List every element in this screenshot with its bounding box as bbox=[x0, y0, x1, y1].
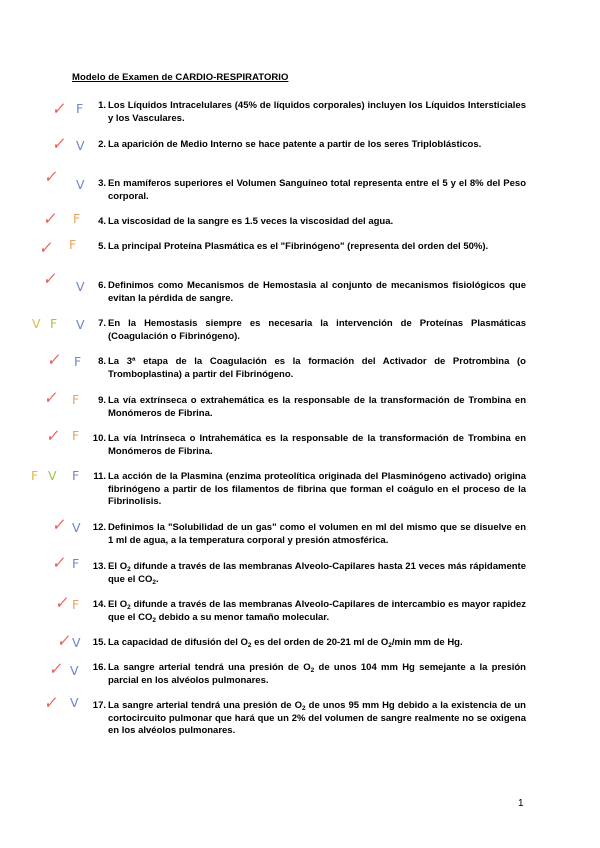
check-mark-icon: ✓ bbox=[50, 514, 68, 536]
check-mark-icon: ✓ bbox=[45, 349, 63, 371]
question-text: La vía Intrínseca o Intrahemática es la responsable de la transformación de Trombina en Monómeros de Fibrina. bbox=[108, 433, 526, 457]
answer-mark: V bbox=[72, 520, 81, 535]
question-number: 11. bbox=[93, 471, 106, 482]
question-number: 17. bbox=[92, 700, 106, 711]
answer-mark: F bbox=[72, 556, 80, 571]
answer-mark: V bbox=[72, 635, 81, 650]
page-title: Modelo de Examen de CARDIO-RESPIRATORIO bbox=[72, 72, 289, 83]
check-mark-icon: ✓ bbox=[44, 425, 62, 447]
answer-mark: V bbox=[32, 316, 41, 331]
answer-mark: V bbox=[76, 317, 85, 332]
question-number: 2. bbox=[98, 139, 106, 150]
check-mark-icon: ✓ bbox=[47, 658, 65, 680]
check-mark-icon: ✓ bbox=[41, 268, 59, 290]
check-mark-icon: ✓ bbox=[42, 387, 60, 409]
check-mark-icon: ✓ bbox=[50, 133, 68, 155]
answer-mark: V bbox=[76, 279, 85, 294]
answer-mark: F bbox=[50, 316, 58, 331]
question-text: La aparición de Medio Interno se hace patente a partir de los seres Triploblásticos. bbox=[108, 139, 482, 150]
answer-mark: F bbox=[76, 101, 84, 116]
question-text: En la Hemostasis siempre es necesaria la intervención de Proteínas Plasmáticas (Coagulación o Fibrinógeno). bbox=[108, 318, 526, 342]
question-text: Definimos como Mecanismos de Hemostasia al conjunto de mecanismos fisiológicos que evitan la pérdida de sangre. bbox=[108, 280, 526, 304]
answer-mark: F bbox=[72, 597, 80, 612]
question-number: 4. bbox=[98, 216, 106, 227]
check-mark-icon: ✓ bbox=[42, 692, 60, 714]
answer-mark: F bbox=[31, 468, 39, 483]
page-number: 1 bbox=[518, 798, 524, 809]
check-mark-icon: ✓ bbox=[42, 166, 60, 188]
question-number: 12. bbox=[92, 522, 106, 533]
question-number: 10. bbox=[92, 433, 106, 444]
answer-mark: V bbox=[70, 695, 79, 710]
question-number: 5. bbox=[98, 241, 106, 252]
check-mark-icon: ✓ bbox=[50, 552, 68, 574]
question-number: 13. bbox=[92, 561, 106, 572]
answer-mark: F bbox=[72, 428, 80, 443]
question-number: 8. bbox=[98, 356, 106, 367]
answer-mark: F bbox=[69, 237, 77, 252]
question-text: La principal Proteína Plasmática es el "Fibrinógeno" (representa del orden del 50%). bbox=[108, 241, 489, 252]
question-text: El $O_2$ difunde a través de las membranas Alveolo-Capilares de intercambio es mayor rapidez que el $CO_2$ debido a su menor tamaño molecular. bbox=[108, 599, 526, 624]
question-text: La capacidad de difusión del $O_2$ es del orden de 20-21 ml de $O_2/\min$ mm de Hg. bbox=[108, 637, 463, 649]
question-text: La vía extrínseca o extrahemática es la responsable de la transformación de Trombina en Monómeros de Fibrina. bbox=[108, 395, 526, 419]
question-text: Definimos la "Solubilidad de un gas" como el volumen en ml del mismo que se disuelve en 1 ml de agua, a la temperatura corporal y presión atmosférica. bbox=[108, 522, 526, 546]
check-mark-icon: ✓ bbox=[55, 630, 73, 652]
check-mark-icon: ✓ bbox=[53, 592, 71, 614]
question-number: 1. bbox=[98, 100, 106, 111]
question-text: La acción de la Plasmina (enzima proteolítica originada del Plasminógeno activado) origina fibrinógeno a partir de los filamentos de fibrina que forman el coágulo en el proceso de la Fibrinolisis. bbox=[108, 471, 526, 507]
question-number: 3. bbox=[98, 178, 106, 189]
question-number: 16. bbox=[92, 662, 106, 673]
question-text: Los Líquidos Intracelulares (45% de líquidos corporales) incluyen los Líquidos Intersticiales y los Vasculares. bbox=[108, 100, 526, 124]
check-mark-icon: ✓ bbox=[50, 98, 68, 120]
question-number: 14. bbox=[92, 599, 106, 610]
question-text: La sangre arterial tendrá una presión de $O_2$ de unos 104 mm Hg semejante a la presión parcial en los alvéolos pulmonares. bbox=[108, 662, 526, 686]
answer-mark: F bbox=[73, 211, 81, 226]
answer-mark: F bbox=[72, 468, 80, 483]
question-text: El $O_2$ difunde a través de las membranas Alveolo-Capilares hasta 21 veces más rápidamente que el $CO_2$. bbox=[108, 561, 526, 586]
answer-mark: F bbox=[74, 354, 82, 369]
question-number: 9. bbox=[98, 395, 106, 406]
answer-mark: V bbox=[76, 177, 85, 192]
answer-mark: V bbox=[48, 468, 57, 483]
check-mark-icon: ✓ bbox=[41, 208, 59, 230]
question-text: La 3ª etapa de la Coagulación es la formación del Activador de Protrombina (o Tromboplastina) a partir del Fibrinógeno. bbox=[108, 356, 526, 380]
question-text: La sangre arterial tendrá una presión de $O_2$ de unos 95 mm Hg debido a la existencia de un cortocircuito pulmonar que hará que un 2% del volumen de sangre realmente no se oxigena en los alvéolos pulmonares. bbox=[108, 700, 526, 736]
question-number: 15. bbox=[92, 637, 106, 648]
answer-mark: F bbox=[72, 392, 80, 407]
answer-mark: V bbox=[70, 663, 79, 678]
answer-mark: V bbox=[76, 138, 85, 153]
question-number: 7. bbox=[98, 318, 106, 329]
question-text: La viscosidad de la sangre es 1.5 veces la viscosidad del agua. bbox=[108, 216, 394, 227]
question-text: En mamíferos superiores el Volumen Sanguíneo total representa entre el 5 y el 8% del Peso corporal. bbox=[108, 178, 526, 202]
check-mark-icon: ✓ bbox=[37, 237, 55, 259]
question-number: 6. bbox=[98, 280, 106, 291]
